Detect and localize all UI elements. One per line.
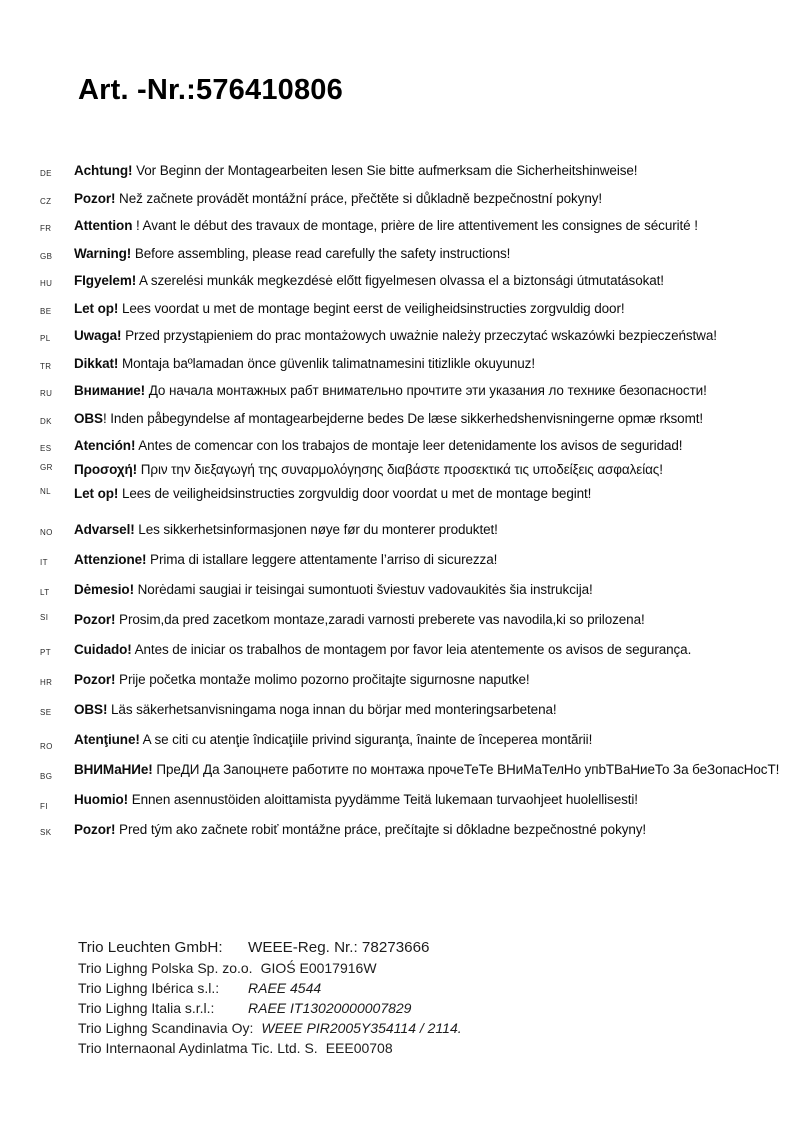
warning-text-line [74,384,707,398]
warning-keyword: Attention [74,218,133,233]
language-code: NO [40,528,53,537]
warning-text-line [74,247,510,261]
warning-keyword: OBS [74,410,103,426]
warning-row-ru [40,384,792,401]
warning-row-fr [40,219,792,236]
warning-text-line [74,329,717,343]
article-number-title: Art. -Nr.:576410806 [78,74,343,106]
language-code: GR [40,463,53,472]
language-code: ES [40,444,52,453]
company-name: Trio Lighng Ibérica s.l.: [78,980,220,996]
warning-text-line [74,613,645,627]
warning-keyword: Dėmesio! [74,582,134,597]
warning-row-nl [40,487,792,504]
warning-keyword: Pozor! [74,612,116,627]
warning-body: Πριν την διεξαγωγή της συναρμολόγησης διαβάστε προσεκτικά τις υποδείξεις ασφαλείας! [137,462,663,477]
warning-keyword: Advarsel! [74,522,135,537]
warning-text-line [74,412,703,426]
warning-text-line [74,302,625,316]
warning-row-sk [40,823,792,840]
warning-body: Lees voordat u met de montage begint eerst de veiligheidsinstructies zorgvuldig door! [118,300,625,316]
company-name: Trio Internaonal Aydinlatma Tic. Ltd. S. [78,1040,318,1056]
warning-row-bg [40,763,792,780]
warning-row-pt [40,643,792,660]
warning-text-line [74,487,591,501]
warning-keyword: Let op! [74,486,119,501]
registration-number: GIOŚ E0017916W [260,960,377,976]
warning-row-cz [40,192,792,209]
company-name: Trio Leuchten GmbH: [78,939,223,956]
warning-keyword: FIgyelem! [74,273,137,288]
warning-body: Ennen asennustöiden aloittamista pyydämme Teitä lukemaan turvaohjeet huolellisesti! [128,792,638,807]
language-code: SE [40,708,52,717]
warning-keyword: Cuidado! [74,642,132,657]
warning-row-si [40,613,792,630]
warning-text-line [74,219,698,233]
language-code: PT [40,648,52,657]
language-code: FR [40,224,52,233]
warning-body: Les sikkerhetsinformasjonen nøye før du monterer produktet! [134,522,498,537]
company-name: Trio Lighng Italia s.r.l.: [78,1000,215,1016]
warning-keyword: ВНИМаНИе! [74,762,153,777]
language-code: RO [40,742,53,751]
warning-body: Prije početka montaže molimo pozorno pročitajte sigurnosne naputke! [115,672,530,687]
warning-body: A szerelési munkák megkezdésė előtt figyelmesen olvassa el a biztonsági útmutatásokat! [136,273,664,288]
warning-keyword: Huomio! [74,792,129,807]
warning-row-no [40,523,792,540]
footer-company-row [78,958,462,978]
warning-text-line [74,733,592,747]
warning-row-fi [40,793,792,810]
company-name: Trio Lighng Scandinavia Oy: [78,1020,254,1036]
warning-body: Vor Beginn der Montagearbeiten lesen Sie bitte aufmerksam die Sicherheitshinweise! [132,163,638,178]
footer-company-row [78,1038,462,1058]
warning-text-line [74,553,497,567]
warning-keyword: Attenzione! [74,552,147,567]
warning-keyword: Let op! [74,300,119,316]
language-code: BG [40,772,53,781]
language-code: CZ [40,196,52,206]
warning-text-line [74,164,637,178]
warning-text-line [74,793,638,807]
language-code: FI [40,802,48,811]
language-code: SK [40,828,52,837]
warning-keyword: Atenţiune! [74,732,140,747]
warning-row-it [40,553,792,570]
warning-body: Lees de veiligheidsinstructies zorgvuldig door voordat u met de montage begint! [118,486,592,501]
warning-body: A se citi cu atenţie îndicaţiile privind siguranţa, înainte de începerea montării! [139,732,593,747]
warning-row-be [40,302,792,319]
warning-row-hr [40,673,792,690]
warning-body: Before assembling, please read carefully the safety instructions! [131,245,511,261]
registration-number: EEE00708 [325,1040,393,1056]
warning-text-line [74,463,663,477]
language-code: DE [40,169,52,178]
warning-text-line [74,643,691,657]
warning-body: Pred tým ako začnete robiť montážne práce, prečítajte si dôkladne bezpečnostné pokyny! [115,822,647,837]
warning-keyword: Внимание! [74,383,146,398]
warning-row-se [40,703,792,720]
language-code: SI [40,613,49,622]
language-code: PL [40,334,51,343]
warning-keyword: Uwaga! [74,328,122,343]
language-code: LT [40,588,50,597]
warning-text-line [74,192,602,206]
registration-number: WEEE PIR2005Y354114 / 2114. [261,1020,462,1036]
registration-number: RAEE 4544 [248,980,322,996]
warning-text-line [74,673,530,687]
warning-keyword: Warning! [74,245,132,261]
warning-body: Než začnete provádět montážní práce, přečtěte si důkladně bezpečnostní pokyny! [115,190,603,206]
safety-warning-list [40,164,792,840]
warning-text-line [74,523,498,537]
warning-keyword: Dikkat! [74,355,119,371]
warning-text-line [74,703,557,717]
warning-text-line [74,274,664,288]
warning-body: Montaja baºlamadan önce güvenlik talimatnamesini titizlikle okuyunuz! [118,355,535,371]
warning-keyword: Achtung! [74,163,133,178]
warning-body: ! Inden påbegyndelse af montagearbejderne bedes De læse sikkerhedshenvisningerne opmæ rksomt! [102,410,704,426]
warning-body: Prosim,da pred zacetkom montaze,zaradi varnosti preberete vas navodila,ki so prilozena! [115,612,645,627]
warning-text-line [74,583,593,597]
warning-row-lt [40,583,792,600]
warning-body: До начала монтажных рабт внимательно прочтите эти указания ло технике безопасности! [145,383,707,398]
warning-body: ! Avant le début des travaux de montage, prière de lire attentivement les consignes de sécurité ! [132,218,698,233]
warning-body: Antes de iniciar os trabalhos de montagem por favor leia atentemente os avisos de segurança. [131,642,692,657]
warning-body: Läs säkerhetsanvisningama noga innan du börjar med monteringsarbetena! [107,702,557,717]
warning-keyword: Atención! [74,438,136,453]
warning-body: Antes de comencar con los trabajos de montaje leer detenidamente los avisos de seguridad! [135,438,683,453]
warning-body: Prima di istallare leggere attentamente l’arriso di sicurezza! [146,552,498,567]
warning-row-hu [40,274,792,291]
warning-row-de [40,164,792,181]
warning-row-tr [40,357,792,374]
language-code: GB [40,251,53,261]
warning-keyword: Προσοχή! [74,462,138,477]
warning-body: Norėdami saugiai ir teisingai sumontuoti šviestuv vadovaukitės šia instrukcija! [133,582,593,597]
warning-keyword: Pozor! [74,190,116,206]
weee-registration-block [78,938,462,1058]
warning-row-gb [40,247,792,264]
warning-keyword: Pozor! [74,822,116,837]
language-code: DK [40,416,52,426]
warning-body: Przed przystąpieniem do prac montażowych uważnie należy przeczytać wskazówki bezpieczeństwa! [121,328,717,343]
warning-row-ro [40,733,792,750]
warning-text-line [74,357,535,371]
language-code: IT [40,558,48,567]
footer-company-row [78,1018,462,1038]
language-code: BE [40,306,52,316]
language-code: TR [40,361,52,371]
language-code: RU [40,389,53,398]
warning-text-line [74,763,779,777]
warning-row-pl [40,329,792,346]
footer-company-row [78,978,462,998]
registration-number: WEEE-Reg. Nr.: 78273666 [248,939,430,956]
warning-body: ПреДИ Да Запоцнете работите по монтажа прочеТеТе ВНиМаТелНо упbТВаНиеТо За беЗопасНосТ! [152,762,780,777]
warning-keyword: Pozor! [74,672,116,687]
warning-keyword: OBS! [74,702,108,717]
warning-row-dk [40,412,792,429]
warning-row-gr [40,463,792,480]
language-code: HU [40,279,53,288]
footer-company-row [78,998,462,1018]
registration-number: RAEE IT13020000007829 [248,1000,412,1016]
warning-text-line [74,439,682,453]
company-name: Trio Lighng Polska Sp. zo.o. [78,960,253,976]
warning-row-es [40,439,792,456]
warning-text-line [74,823,646,837]
language-code: HR [40,678,53,687]
footer-company-row [78,938,462,958]
language-code: NL [40,487,52,496]
